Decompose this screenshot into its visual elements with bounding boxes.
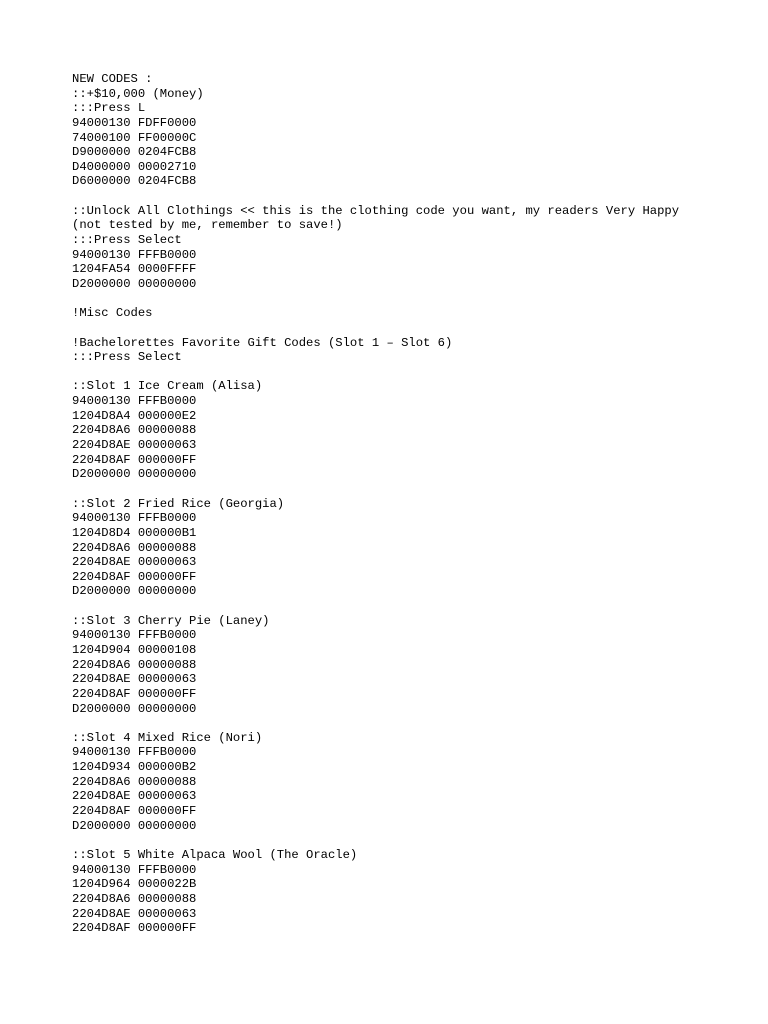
money-code-title: ::+$10,000 (Money) bbox=[72, 86, 204, 101]
slot-title: ::Slot 5 White Alpaca Wool (The Oracle) bbox=[72, 847, 358, 862]
blank-line bbox=[72, 833, 732, 848]
code-line: 1204D8D4 000000B1 bbox=[72, 525, 197, 540]
code-line: 94000130 FFFB0000 bbox=[72, 628, 197, 643]
code-line: 2204D8AE 00000063 bbox=[72, 672, 197, 687]
code-line: D2000000 00000000 bbox=[72, 276, 197, 291]
code-line: 2204D8A6 00000088 bbox=[72, 423, 197, 438]
code-line: 2204D8AE 00000063 bbox=[72, 555, 197, 570]
blank-line bbox=[72, 189, 732, 204]
code-line: D4000000 00002710 bbox=[72, 159, 197, 174]
slot-title: ::Slot 2 Fried Rice (Georgia) bbox=[72, 496, 285, 511]
code-line: 1204D964 0000022B bbox=[72, 877, 197, 892]
blank-line bbox=[72, 599, 732, 614]
code-line: 94000130 FFFB0000 bbox=[72, 745, 197, 760]
blank-line bbox=[72, 292, 732, 307]
code-line: D2000000 00000000 bbox=[72, 818, 197, 833]
gift-codes-heading: !Bachelorettes Favorite Gift Codes (Slot 1 – Slot 6) bbox=[72, 335, 453, 350]
code-line: D2000000 00000000 bbox=[72, 467, 197, 482]
clothing-press-instruction: :::Press Select bbox=[72, 233, 182, 248]
clothing-code-note: (not tested by me, remember to save!) bbox=[72, 218, 343, 233]
blank-line bbox=[72, 321, 732, 336]
code-line: 1204FA54 0000FFFF bbox=[72, 262, 197, 277]
code-line: 2204D8AE 00000063 bbox=[72, 906, 197, 921]
blank-line bbox=[72, 365, 732, 380]
code-line: 1204D934 000000B2 bbox=[72, 760, 197, 775]
code-line: 2204D8A6 00000088 bbox=[72, 774, 197, 789]
code-line: 94000130 FFFB0000 bbox=[72, 511, 197, 526]
blank-line bbox=[72, 716, 732, 731]
code-line: 94000130 FFFB0000 bbox=[72, 862, 197, 877]
code-line: 2204D8A6 00000088 bbox=[72, 540, 197, 555]
slot-title: ::Slot 1 Ice Cream (Alisa) bbox=[72, 379, 263, 394]
code-line: 2204D8AE 00000063 bbox=[72, 438, 197, 453]
new-codes-heading: NEW CODES : bbox=[72, 72, 153, 86]
slot-title: ::Slot 4 Mixed Rice (Nori) bbox=[72, 730, 263, 745]
code-line: D2000000 00000000 bbox=[72, 701, 197, 716]
code-line: 2204D8AF 000000FF bbox=[72, 452, 197, 467]
code-line: 2204D8AF 000000FF bbox=[72, 804, 197, 819]
money-press-instruction: :::Press L bbox=[72, 101, 146, 116]
code-line: 2204D8AF 000000FF bbox=[72, 921, 197, 936]
code-line: D2000000 00000000 bbox=[72, 584, 197, 599]
misc-codes-heading: !Misc Codes bbox=[72, 306, 153, 321]
code-line: 2204D8A6 00000088 bbox=[72, 891, 197, 906]
code-line: 94000130 FDFF0000 bbox=[72, 115, 197, 130]
gift-press-instruction: :::Press Select bbox=[72, 350, 182, 365]
document-page bbox=[72, 72, 732, 936]
blank-line bbox=[72, 482, 732, 497]
code-line: 2204D8AF 000000FF bbox=[72, 686, 197, 701]
code-line: D9000000 0204FCB8 bbox=[72, 145, 197, 160]
slot-title: ::Slot 3 Cherry Pie (Laney) bbox=[72, 613, 270, 628]
code-line: 2204D8AE 00000063 bbox=[72, 789, 197, 804]
code-line: D6000000 0204FCB8 bbox=[72, 174, 197, 189]
code-line: 94000130 FFFB0000 bbox=[72, 247, 197, 262]
code-line: 1204D904 00000108 bbox=[72, 642, 197, 657]
code-line: 2204D8AF 000000FF bbox=[72, 569, 197, 584]
code-line: 74000100 FF00000C bbox=[72, 130, 197, 145]
code-line: 2204D8A6 00000088 bbox=[72, 657, 197, 672]
clothing-code-title: ::Unlock All Clothings << this is the clothing code you want, my readers Very Happy bbox=[72, 203, 680, 218]
code-line: 94000130 FFFB0000 bbox=[72, 394, 197, 409]
code-line: 1204D8A4 000000E2 bbox=[72, 408, 197, 423]
